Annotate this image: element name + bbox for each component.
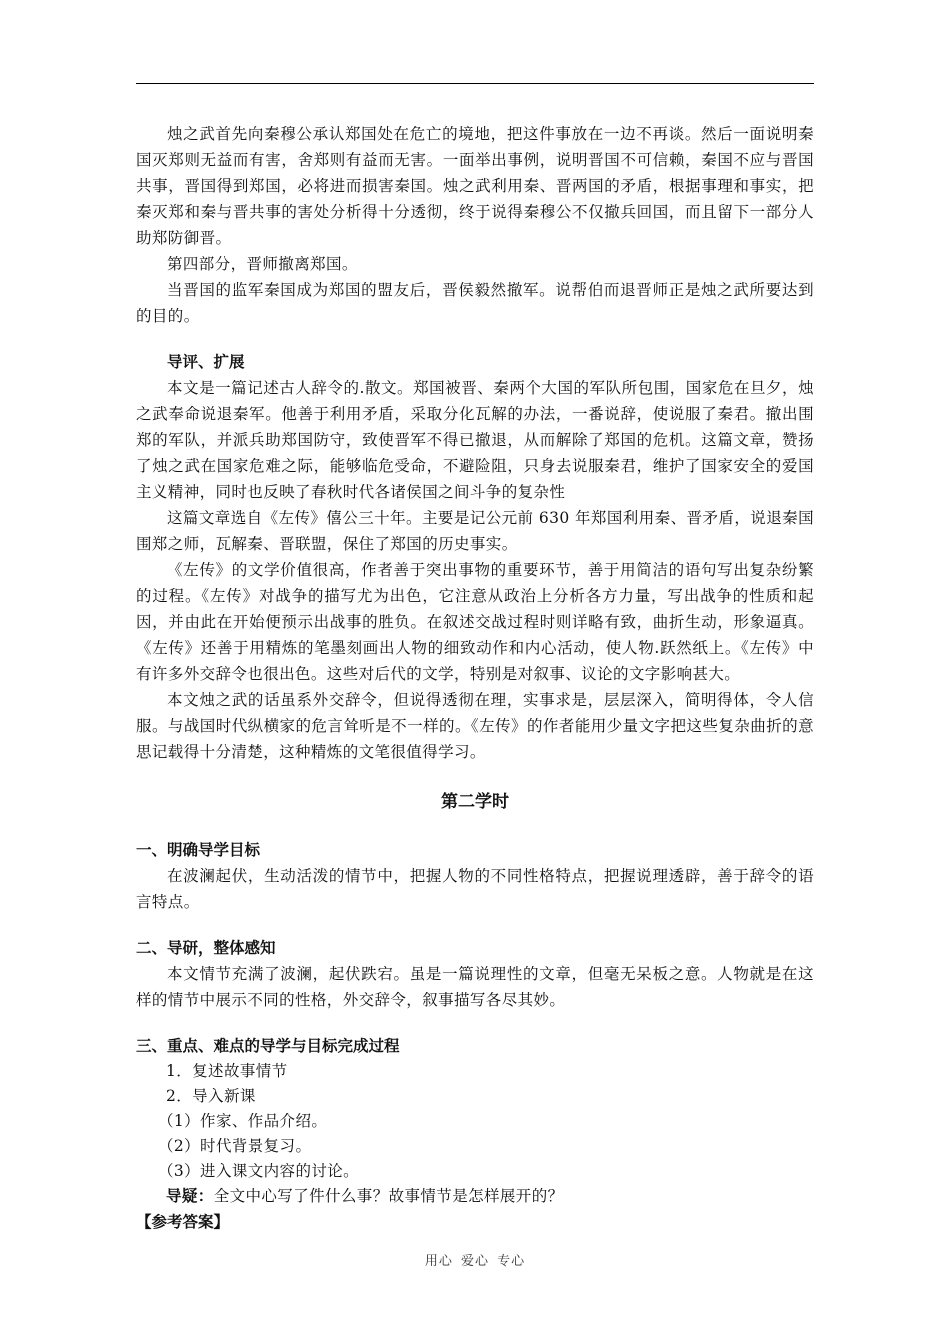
paragraph-1: 烛之武首先向秦穆公承认郑国处在危亡的境地，把这件事放在一边不再谈。然后一面说明秦国灭郑则无益而有害，舍郑则有益而无害。一面举出事例，说明晋国不可信赖，秦国不应与晋国共事，晋国得到郑国，必将进而损害秦国。烛之武利用秦、晋两国的矛盾，根据事理和事实，把秦灭郑和秦与晋共事的害处分析得十分透彻，终于说得秦穆公不仅撤兵回国，而且留下一部分人助郑防御晋。	[136, 125, 814, 247]
list-item: 1．复述故事情节	[166, 1062, 288, 1080]
paragraph-2: 第四部分，晋师撤离郑国。	[167, 255, 358, 273]
answer-label: 【参考答案】	[136, 1213, 230, 1231]
paragraph-3: 当晋国的监军秦国成为郑国的盟友后，晋侯毅然撤军。说帮伯而退晋师正是烛之武所要达到的目的。	[136, 281, 814, 325]
section-2-text: 本文情节充满了波澜，起伏跌宕。虽是一篇说理性的文章，但毫无呆板之意。人物就是在这样的情节中展示不同的性格，外交辞令，叙事描写各尽其妙。	[136, 965, 814, 1009]
page-footer: 用心 爱心 专心	[424, 1254, 526, 1269]
question-label: 导疑：	[166, 1187, 214, 1205]
section-title: 第二学时	[441, 792, 509, 812]
paragraph-7: 本文烛之武的话虽系外交辞令，但说得透彻在理，实事求是，层层深入，简明得体，令人信服。与战国时代纵横家的危言耸听是不一样的。《左传》的作者能用少量文字把这些复杂曲折的意思记载得十分清楚，这种精炼的文笔很值得学习。	[136, 691, 814, 761]
spacer	[136, 765, 814, 787]
list-item: 2．导入新课	[166, 1087, 256, 1105]
spacer	[136, 1013, 814, 1033]
question-text: 全文中心写了件什么事？故事情节是怎样展开的？	[213, 1187, 564, 1205]
section-3-heading: 三、重点、难点的导学与目标完成过程	[136, 1037, 400, 1055]
spacer	[136, 329, 814, 349]
document-body	[136, 121, 814, 1235]
paragraph-4: 本文是一篇记述古人辞令的.散文。郑国被晋、秦两个大国的军队所包围，国家危在旦夕，烛之武奉命说退秦军。他善于利用矛盾，采取分化瓦解的办法，一番说辞，使说服了秦君。撤出围郑的军队，并派兵助郑国防守，致使晋军不得已撤退，从而解除了郑国的危机。这篇文章，赞扬了烛之武在国家危难之际，能够临危受命，不避险阻，只身去说服秦君，维护了国家安全的爱国主义精神，同时也反映了春秋时代各诸侯国之间斗争的复杂性	[136, 379, 814, 501]
review-heading: 导评、扩展	[167, 353, 245, 371]
list-item: （2）时代背景复习。	[158, 1137, 312, 1155]
section-1-text: 在波澜起伏，生动活泼的情节中，把握人物的不同性格特点，把握说理透辟，善于辞令的语言特点。	[136, 867, 814, 911]
paragraph-5: 这篇文章选自《左传》僖公三十年。主要是记公元前 630 年郑国利用秦、晋矛盾，说退秦国围郑之师，瓦解秦、晋联盟，保住了郑国的历史事实。	[136, 509, 814, 553]
paragraph-6: 《左传》的文学价值很高，作者善于突出事物的重要环节，善于用简洁的语句写出复杂纷繁的过程。《左传》对战争的描写尤为出色，它注意从政治上分析各方力量，写出战争的性质和起因，并由此在开始便预示出战事的胜负。在叙述交战过程时则详略有致，曲折生动，形象逼真。《左传》还善于用精炼的笔墨刻画出人物的细致动作和内心活动，使人物.跃然纸上。《左传》中有许多外交辞令也很出色。这些对后代的文学，特别是对叙事、议论的文字影响甚大。	[136, 561, 814, 683]
section-1-heading: 一、明确导学目标	[136, 841, 261, 859]
spacer	[136, 915, 814, 935]
spacer	[136, 817, 814, 837]
question-line	[136, 1184, 814, 1209]
list-item: （1）作家、作品介绍。	[158, 1112, 328, 1130]
list-item: （3）进入课文内容的讨论。	[158, 1162, 360, 1180]
header-rule	[136, 83, 814, 84]
section-2-heading: 二、导研，整体感知	[136, 939, 276, 957]
